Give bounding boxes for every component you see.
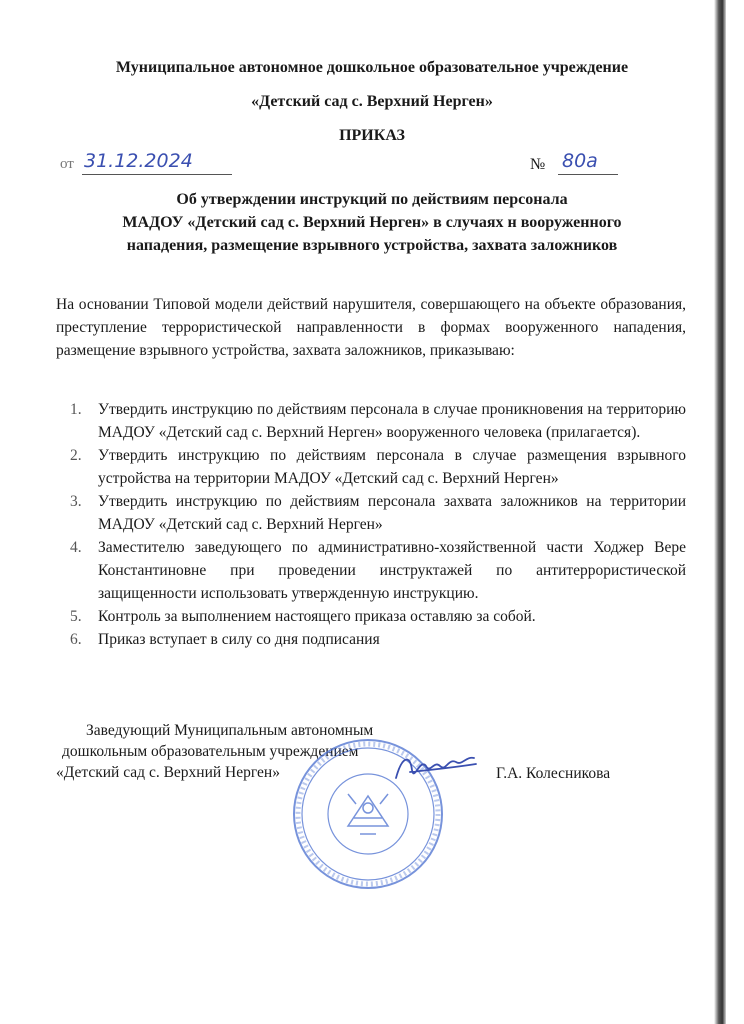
preamble-paragraph: На основании Типовой модели действий нарушителя, совершающего на объекте образования, преступление террористической направленности в формах вооруженного нападения, размещение взрывного устройства, захвата заложников, приказываю: <box>56 296 686 359</box>
signatory-name: Г.А. Колесникова <box>496 765 611 782</box>
date-underline <box>82 174 232 175</box>
order-number: 6. <box>70 631 82 648</box>
date-number-row <box>60 150 620 178</box>
order-number: 4. <box>70 539 82 556</box>
order-text: Контроль за выполнением настоящего приказа оставляю за собой. <box>98 608 536 625</box>
order-item <box>70 628 686 651</box>
document-type: ПРИКАЗ <box>339 127 405 144</box>
order-item <box>70 536 686 605</box>
order-number: 2. <box>70 447 82 464</box>
order-number: 5. <box>70 608 82 625</box>
order-text: Утвердить инструкцию по действиям персонала в случае размещения взрывного устройства на территории МАДОУ «Детский сад с. Верхний Нерген» <box>98 447 686 487</box>
document-title-line-2: МАДОУ «Детский сад с. Верхний Нерген» в случаях н вооруженного <box>122 214 622 231</box>
orders-list <box>70 398 686 651</box>
document-title-line-3: нападения, размещение взрывного устройства, захвата заложников <box>126 237 618 254</box>
handwritten-number: 80а <box>562 150 598 172</box>
order-item <box>70 605 686 628</box>
order-item <box>70 398 686 444</box>
organization-name: Муниципальное автономное дошкольное образовательное учреждение <box>115 59 629 76</box>
order-number: 3. <box>70 493 82 510</box>
scan-edge-shadow <box>714 0 726 1024</box>
order-number: 1. <box>70 401 82 418</box>
handwritten-signature-icon <box>390 748 480 788</box>
order-text: Заместителю заведующего по административно-хозяйственной части Ходжер Вере Константиновне при проведении инструктажей по антитеррористической защищенности использовать утвержденную инструкцию. <box>98 539 686 602</box>
order-item <box>70 490 686 536</box>
organization-subname: «Детский сад с. Верхний Нерген» <box>251 93 493 110</box>
date-prefix: от <box>60 156 74 172</box>
handwritten-date: 31.12.2024 <box>84 150 193 172</box>
position-line-2: дошкольным образовательным учреждением <box>62 743 359 760</box>
number-label: № <box>530 156 546 173</box>
number-underline <box>558 174 618 175</box>
order-text: Приказ вступает в силу со дня подписания <box>98 631 380 648</box>
position-line-1: Заведующий Муниципальным автономным <box>86 722 374 739</box>
order-text: Утвердить инструкцию по действиям персонала захвата заложников на территории МАДОУ «Детский сад с. Верхний Нерген» <box>98 493 686 533</box>
position-line-3: «Детский сад с. Верхний Нерген» <box>56 764 280 781</box>
document-title-line-1: Об утверждении инструкций по действиям персонала <box>176 191 568 208</box>
order-text: Утвердить инструкцию по действиям персонала в случае проникновения на территорию МАДОУ «Детский сад с. Верхний Нерген» вооруженного человека (прилагается). <box>98 401 686 441</box>
order-item <box>70 444 686 490</box>
